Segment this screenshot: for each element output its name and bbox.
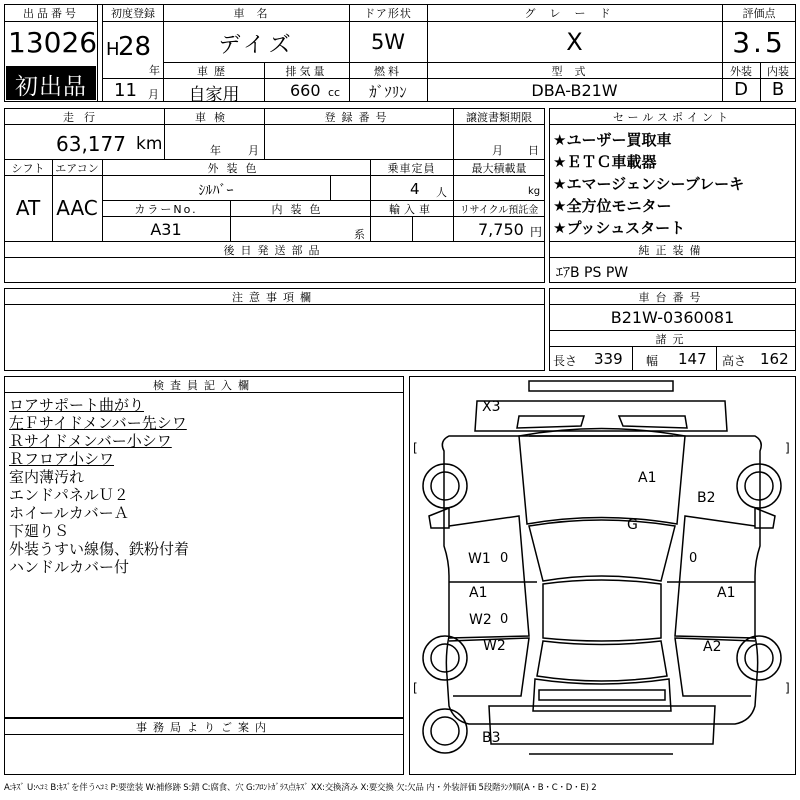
exterior-label: 外装: [730, 65, 752, 78]
inspector-line: ハンドルカバー付: [9, 558, 130, 576]
mark-a1-hood: A1: [638, 470, 657, 486]
recycle-unit: 円: [530, 225, 543, 239]
svg-text:[: [: [413, 681, 418, 695]
exterior-grade: D: [734, 79, 748, 100]
transfer-label: 譲渡書類期限: [466, 111, 532, 124]
legend: A:ｷｽﾞ U:ﾍｺﾐ B:ｷｽﾞを伴うﾍｺﾐ P:要塗装 W:補修跡 S:錆 C:腐食、穴 G:ﾌﾛﾝﾄｶﾞﾗｽ点ｷｽﾞ XX:交換済み X:要交換 欠:欠品 内・外装評価 5段階ﾗﾝｸ順(A・B・C・D・E) 2: [4, 783, 597, 793]
mileage: 63,177: [56, 132, 126, 156]
reg-number-label: 登録番号: [324, 111, 393, 124]
inspector-line: ホイールカバーＡ: [9, 504, 129, 522]
year-unit: 年: [149, 64, 160, 77]
color-no: A31: [150, 220, 182, 239]
inspector-line: Ｒフロア小シワ: [9, 450, 115, 468]
import-label: 輸入車: [389, 203, 434, 216]
ext-color-label: 外装色: [207, 162, 265, 175]
inspector-line: 室内薄汚れ: [9, 468, 85, 486]
mark-a1-left: A1: [469, 585, 488, 601]
notes-label: 注意事項欄: [232, 291, 317, 304]
car-outline-svg: [409, 376, 796, 775]
mark-x3: X3: [482, 399, 501, 415]
later-parts-label: 後日発送部品: [223, 244, 326, 257]
transfer-day-unit: 日: [528, 144, 539, 157]
mark-zero-right: 0: [689, 551, 698, 566]
lot-number: 13026: [8, 26, 98, 59]
svg-text:[: [: [413, 441, 418, 455]
sales-point-item: ★ＥＴＣ車載器: [553, 153, 657, 171]
width-label: 幅: [646, 354, 659, 368]
shift: AT: [15, 196, 41, 220]
mark-b2: B2: [697, 490, 716, 506]
grade-label: グレード: [524, 7, 625, 20]
aircon: AAC: [56, 196, 98, 220]
inspection-month-unit: 月: [248, 144, 259, 157]
sales-points-label: セールスポイント: [612, 111, 732, 124]
era: H: [106, 39, 120, 60]
history-label: 車歴: [197, 65, 231, 78]
length-value: 339: [594, 350, 623, 368]
mark-w2-rear: W2: [483, 638, 506, 654]
inspector-notes: [9, 396, 401, 576]
dims-label: 諸元: [655, 333, 690, 346]
max-load-unit: kg: [528, 186, 541, 197]
reg-year: 28: [118, 32, 152, 62]
displacement-unit: cc: [328, 86, 341, 99]
displacement: 660: [290, 81, 321, 100]
fuel: ｶﾞｿﾘﾝ: [369, 83, 407, 101]
sales-points-list: [553, 129, 793, 239]
reg-month: 11: [114, 80, 137, 101]
ext-color: ｼﾙﾊﾞｰ: [198, 183, 234, 199]
int-color-unit: 系: [354, 228, 365, 241]
door-label: ドア形状: [364, 7, 412, 20]
fuel-label: 燃料: [374, 65, 402, 78]
svg-text:]: ]: [785, 681, 790, 695]
interior-label: 内装: [767, 65, 789, 78]
displacement-label: 排気量: [285, 65, 328, 78]
first-reg-label: 初度登録: [111, 7, 155, 20]
sales-point-item: ★エマージェンシーブレーキ: [553, 175, 745, 193]
interior-grade: B: [771, 79, 785, 100]
lot-number-label: 出品番号: [23, 7, 79, 20]
recycle-fee: 7,750: [478, 220, 524, 239]
capacity: 4: [410, 180, 420, 198]
month-unit: 月: [148, 88, 159, 101]
model-code: DBA-B21W: [531, 81, 618, 100]
door-type: 5W: [370, 30, 406, 54]
shift-label: シフト: [11, 162, 45, 175]
mark-zero-left: 0: [500, 551, 509, 566]
height-label: 高さ: [722, 354, 747, 368]
chassis-label: 車台番号: [638, 291, 707, 304]
grade: X: [566, 28, 583, 56]
inspection-label: 車検: [195, 111, 233, 124]
score: 3.5: [732, 26, 786, 59]
chassis-number: B21W-0360081: [610, 308, 735, 327]
mark-g: G: [627, 517, 638, 533]
height-value: 162: [760, 350, 789, 368]
inspector-line: エンドパネルＵ２: [9, 486, 129, 504]
sales-point-item: ★全方位モニター: [553, 197, 672, 215]
inspector-line: 外装うすい線傷、鉄粉付着: [9, 540, 190, 558]
aircon-label: エアコン: [55, 162, 99, 175]
sales-point-item: ★プッシュスタート: [553, 219, 686, 237]
car-name: デイズ: [218, 33, 295, 58]
capacity-unit: 人: [436, 186, 447, 199]
width-value: 147: [678, 350, 707, 368]
mark-w2-left: W2: [469, 612, 492, 628]
mileage-label: 走行: [63, 111, 105, 124]
int-color-label: 内装色: [271, 203, 329, 216]
score-label: 評価点: [742, 7, 776, 20]
car-name-label: 車名: [233, 7, 280, 20]
length-label: 長さ: [553, 354, 578, 368]
model-label: 型式: [551, 65, 598, 78]
inspector-line: Ｒサイドメンバー小シワ: [9, 432, 172, 450]
inspector-line: 下廻りＳ: [9, 522, 70, 540]
svg-text:]: ]: [785, 441, 790, 455]
mark-zero-lower: 0: [500, 612, 509, 627]
mileage-unit: km: [136, 134, 163, 154]
sales-point-item: ★ユーザー買取車: [553, 131, 672, 149]
history: 自家用: [188, 85, 240, 105]
recycle-label: リサイクル預託金: [459, 205, 539, 216]
inspection-year-unit: 年: [210, 144, 221, 157]
inspector-line: 左Ｆサイドメンバー先シワ: [9, 414, 187, 432]
mark-a1-right: A1: [717, 585, 736, 601]
office-label: 事務局よりご案内: [136, 721, 272, 734]
max-load-label: 最大積載量: [471, 162, 527, 175]
first-listing-text: 初出品: [15, 74, 87, 100]
mark-b3: B3: [482, 730, 501, 746]
mark-w1: W1: [468, 551, 491, 567]
color-no-label: カラーNo.: [134, 203, 198, 216]
inspector-line: ロアサポート曲がり: [9, 396, 145, 414]
capacity-label: 乗車定員: [387, 162, 436, 175]
inspector-label: 検査員記入欄: [153, 379, 255, 392]
mark-a2: A2: [703, 639, 722, 655]
equipment-value: ｴｱB PS PW: [556, 265, 629, 281]
transfer-month-unit: 月: [492, 144, 503, 157]
equipment-label: 純正装備: [638, 244, 707, 257]
